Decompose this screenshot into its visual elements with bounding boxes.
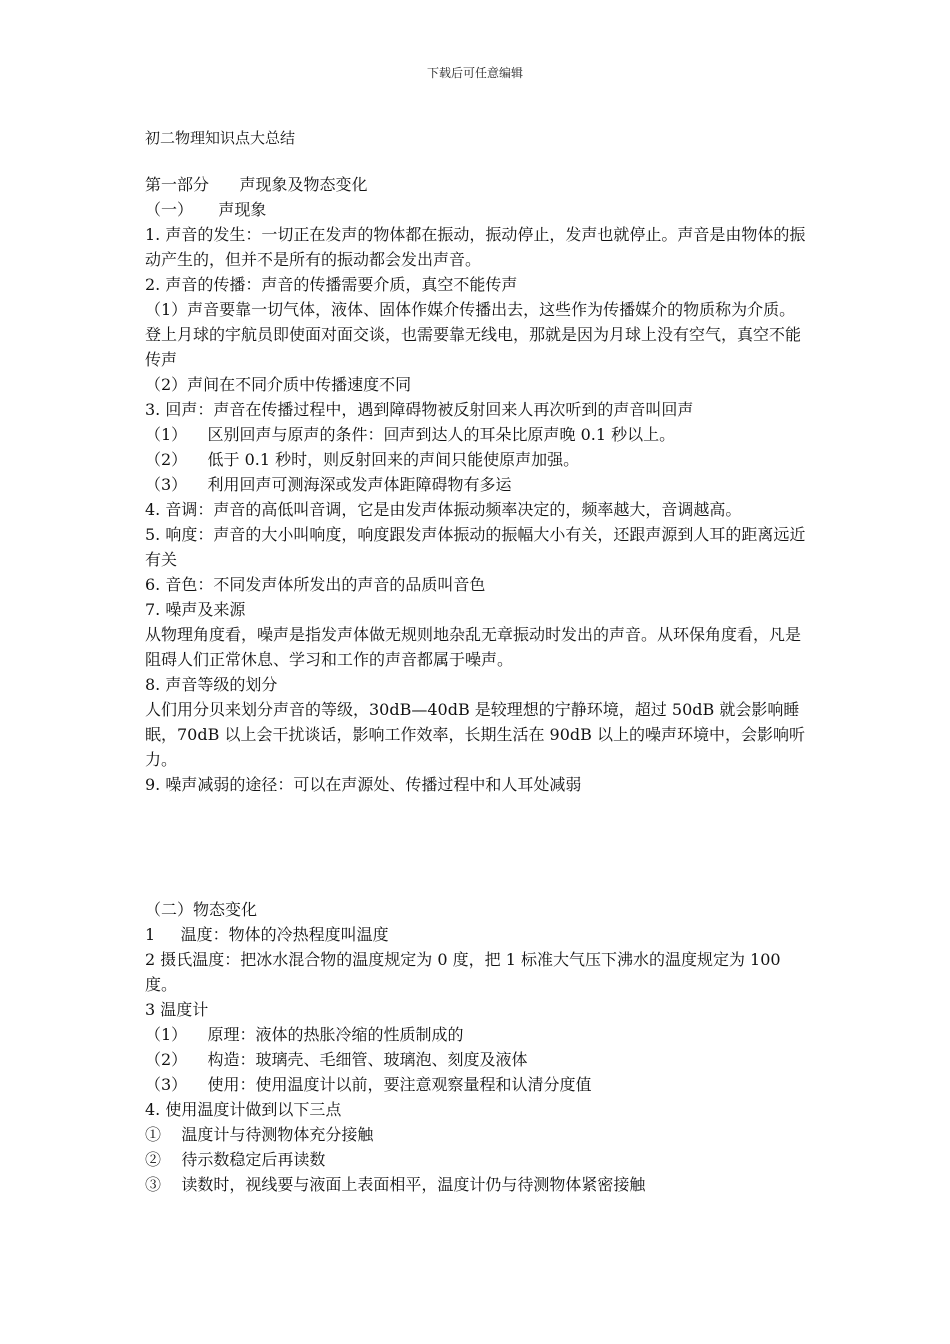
- paragraph: （3） 利用回声可测海深或发声体距障碍物有多运: [145, 475, 512, 494]
- section-gap: [145, 797, 810, 897]
- paragraph: 2. 声音的传播：声音的传播需要介质，真空不能传声: [145, 275, 518, 294]
- paragraph: （1） 原理：液体的热胀冷缩的性质制成的: [145, 1025, 464, 1044]
- paragraph: 8. 声音等级的划分: [145, 675, 278, 694]
- list-item: ① 温度计与待测物体充分接触: [145, 1125, 374, 1144]
- document-title: 初二物理知识点大总结: [145, 129, 296, 147]
- paragraph: 3. 回声：声音在传播过程中，遇到障碍物被反射回来人再次听到的声音叫回声: [145, 400, 694, 419]
- paragraph: 4. 使用温度计做到以下三点: [145, 1100, 342, 1119]
- paragraph: （2） 构造：玻璃壳、毛细管、玻璃泡、刻度及液体: [145, 1050, 528, 1069]
- paragraph: （2） 低于 0.1 秒时，则反射回来的声间只能使原声加强。: [145, 450, 580, 469]
- paragraph: （2）声间在不同介质中传播速度不同: [145, 375, 412, 394]
- paragraph: （1）声音要靠一切气体，液体、固体作媒介传播出去，这些作为传播媒介的物质称为介质。登上月球的宇航员即使面对面交谈，也需要靠无线电，那就是因为月球上没有空气，真空不能传声: [145, 300, 802, 369]
- paragraph: 4. 音调：声音的高低叫音调，它是由发声体振动频率决定的，频率越大，音调越高。: [145, 500, 742, 519]
- paragraph: （1） 区别回声与原声的条件：回声到达人的耳朵比原声晚 0.1 秒以上。: [145, 425, 676, 444]
- paragraph: 从物理角度看，噪声是指发声体做无规则地杂乱无章振动时发出的声音。从环保角度看，凡是阻碍人们正常休息、学习和工作的声音都属于噪声。: [145, 625, 802, 669]
- document-body: [145, 172, 810, 1197]
- paragraph: 人们用分贝来划分声音的等级，30dB—40dB 是较理想的宁静环境，超过 50dB 就会影响睡眠，70dB 以上会干扰谈话，影响工作效率，长期生活在 90dB 以上的噪声环境中，会影响听力。: [145, 700, 805, 769]
- paragraph: 3 温度计: [145, 1000, 209, 1019]
- paragraph: 9. 噪声减弱的途径：可以在声源处、传播过程中和人耳处减弱: [145, 775, 582, 794]
- paragraph: 6. 音色：不同发声体所发出的声音的品质叫音色: [145, 575, 486, 594]
- part-heading: 第一部分 声现象及物态变化: [145, 175, 368, 194]
- paragraph: （3） 使用：使用温度计以前，要注意观察量程和认清分度值: [145, 1075, 592, 1094]
- section-heading: （一） 声现象: [145, 200, 267, 219]
- paragraph: 1 温度：物体的冷热程度叫温度: [145, 925, 389, 944]
- section-heading: （二）物态变化: [145, 900, 258, 919]
- list-item: ② 待示数稳定后再读数: [145, 1150, 326, 1169]
- paragraph: 2 摄氏温度：把冰水混合物的温度规定为 0 度，把 1 标准大气压下沸水的温度规定为 100 度。: [145, 950, 786, 994]
- list-item: ③ 读数时，视线要与液面上表面相平，温度计仍与待测物体紧密接触: [145, 1175, 646, 1194]
- paragraph: 5. 响度：声音的大小叫响度，响度跟发声体振动的振幅大小有关，还跟声源到人耳的距离远近有关: [145, 525, 806, 569]
- paragraph: 1. 声音的发生：一切正在发声的物体都在振动，振动停止，发声也就停止。声音是由物体的振动产生的，但并不是所有的振动都会发出声音。: [145, 225, 806, 269]
- paragraph: 7. 噪声及来源: [145, 600, 246, 619]
- page-header: 下载后可任意编辑: [426, 66, 523, 80]
